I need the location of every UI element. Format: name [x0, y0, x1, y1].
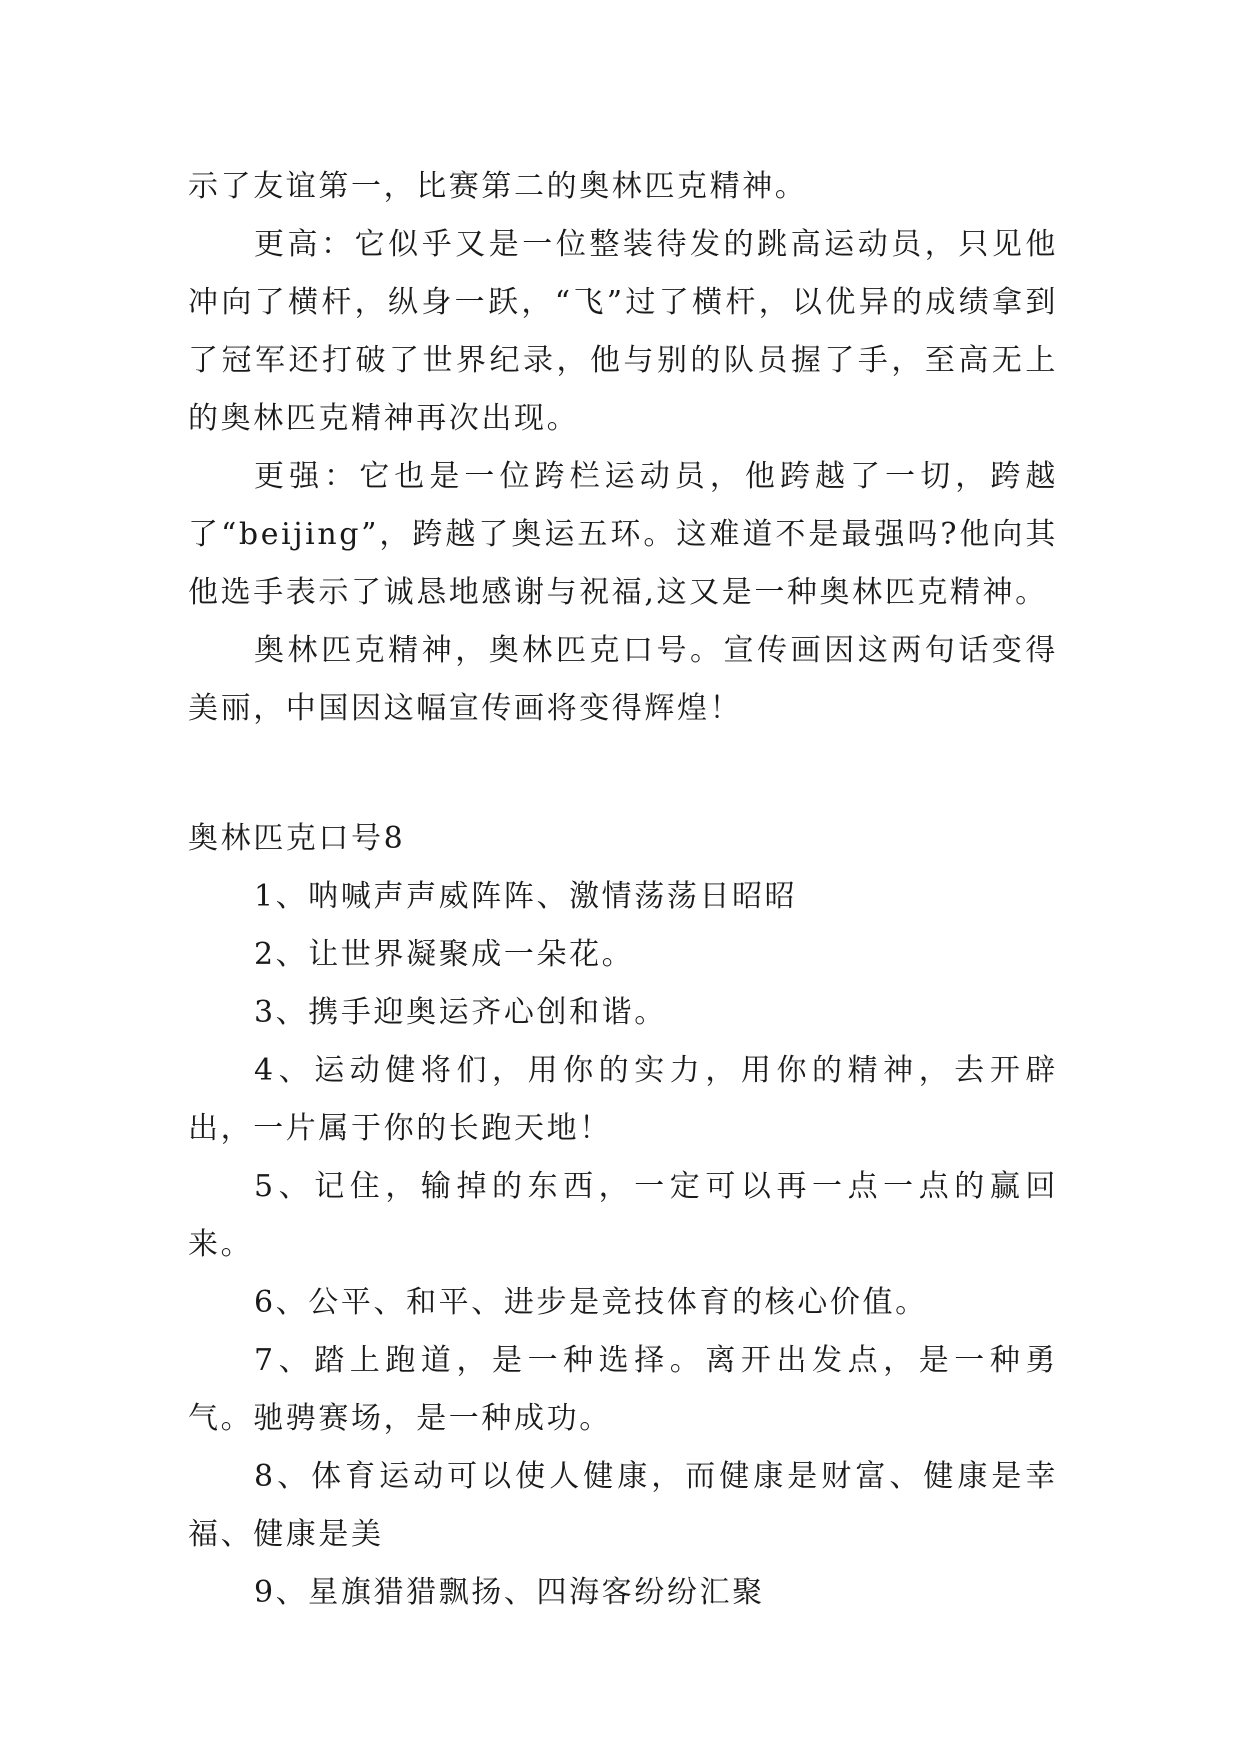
paragraph-friendship: 示了友谊第一，比赛第二的奥林匹克精神。	[188, 169, 808, 204]
slogan-item: 4、运动健将们，用你的实力，用你的精神，去开辟出，一片属于你的长跑天地！	[188, 1053, 1058, 1146]
paragraph-higher: 更高：它似乎又是一位整装待发的跳高运动员，只见他冲向了横杆，纵身一跃，“飞”过了横杆，以优异的成绩拿到了冠军还打破了世界纪录，他与别的队员握了手，至高无上的奥林匹克精神再次出现。	[188, 227, 1058, 436]
paragraph-conclusion: 奥林匹克精神，奥林匹克口号。宣传画因这两句话变得美丽，中国因这幅宣传画将变得辉煌！	[188, 633, 1058, 726]
section-spacer	[188, 738, 1058, 810]
slogan-item: 8、体育运动可以使人健康，而健康是财富、健康是幸福、健康是美	[188, 1459, 1058, 1552]
slogan-item: 5、记住，输掉的东西，一定可以再一点一点的赢回来。	[188, 1169, 1058, 1262]
slogan-item: 9、星旗猎猎飘扬、四海客纷纷汇聚	[254, 1575, 765, 1610]
document-page	[188, 158, 1058, 1622]
slogan-item: 7、踏上跑道，是一种选择。离开出发点，是一种勇气。驰骋赛场，是一种成功。	[188, 1343, 1058, 1436]
slogan-item: 1、呐喊声声威阵阵、激情荡荡日昭昭	[254, 879, 798, 914]
slogan-item: 2、让世界凝聚成一朵花。	[254, 937, 635, 972]
slogan-item: 6、公平、和平、进步是竞技体育的核心价值。	[254, 1285, 928, 1320]
paragraph-stronger: 更强：它也是一位跨栏运动员，他跨越了一切，跨越了“beijing”，跨越了奥运五环。这难道不是最强吗?他向其他选手表示了诚恳地感谢与祝福,这又是一种奥林匹克精神。	[188, 459, 1058, 610]
slogan-item: 3、携手迎奥运齐心创和谐。	[254, 995, 667, 1030]
section-heading: 奥林匹克口号8	[188, 821, 406, 856]
